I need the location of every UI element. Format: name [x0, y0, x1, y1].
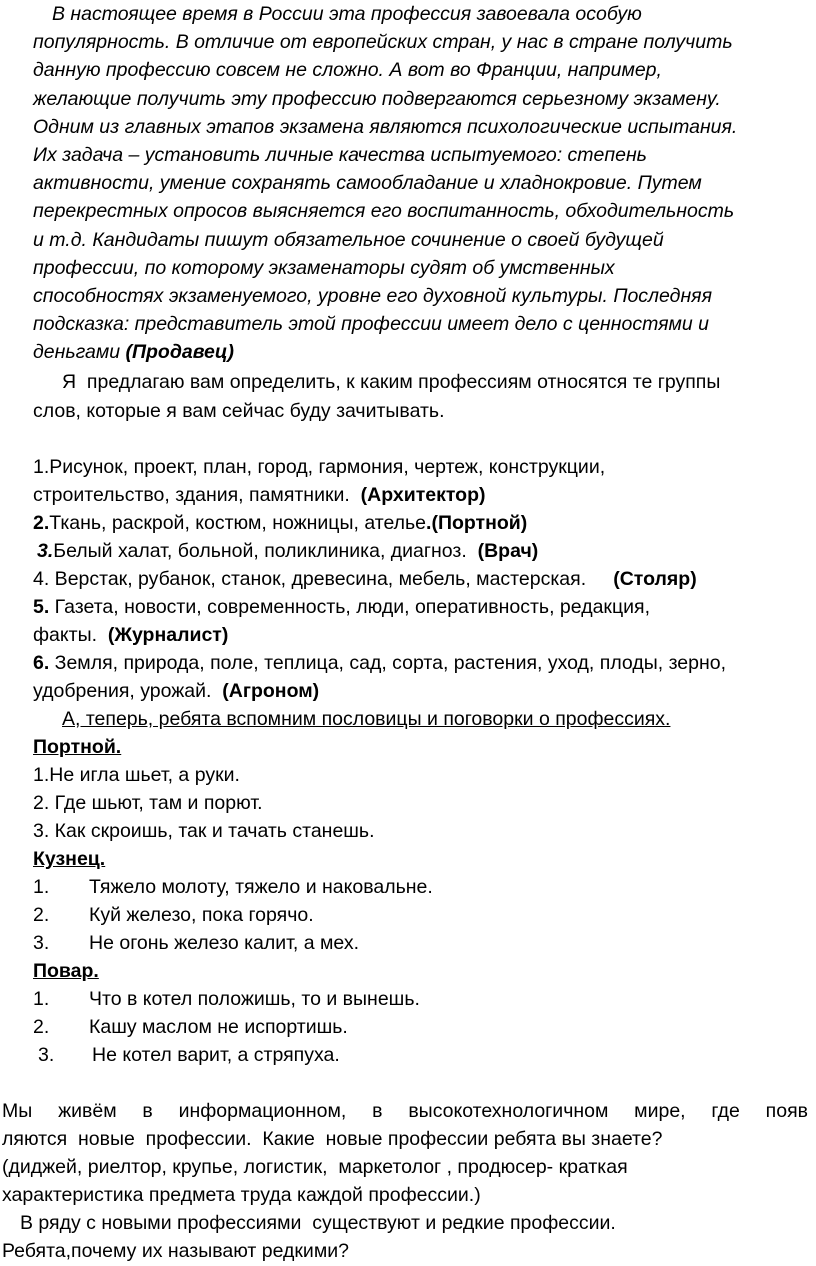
- prompt-line: Я предлагаю вам определить, к каким профессиям относятся те группы: [62, 371, 721, 393]
- intro-line: популярность. В отличие от европейских стран, у нас в стране получить: [33, 31, 733, 53]
- outro-line: (диджей, риелтор, крупье, логистик, маркетолог , продюсер- краткая: [2, 1156, 628, 1178]
- group-number: 6.: [33, 652, 50, 674]
- proverb-number: 3.: [33, 932, 50, 954]
- proverb-item: [33, 985, 420, 1013]
- group-5-line: [33, 593, 650, 621]
- group-words: Рисунок, проект, план, город, гармония, чертеж, конструкции,: [49, 456, 606, 478]
- group-words: Верстак, рубанок, станок, древесина, мебель, мастерская.: [49, 568, 614, 590]
- group-answer: .(Портной): [426, 512, 528, 534]
- group-number: 1.: [33, 456, 50, 478]
- group-words: Земля, природа, поле, теплица, сад, сорта, растения, уход, плоды, зерно,: [49, 652, 727, 674]
- intro-line: и т.д. Кандидаты пишут обязательное сочинение о своей будущей: [33, 229, 664, 251]
- group-4-line: [33, 565, 697, 593]
- proverb-text: Кашу маслом не испортишь.: [89, 1016, 348, 1038]
- group-answer: (Агроном): [222, 680, 320, 702]
- outro-line: характеристика предмета труда каждой профессии.): [2, 1184, 481, 1206]
- proverb-text: Не огонь железо калит, а мех.: [89, 932, 360, 954]
- group-answer: (Журналист): [107, 624, 229, 646]
- proverb-number: 1.: [33, 876, 50, 898]
- proverb-heading: Портной.: [33, 736, 122, 758]
- group-number: 4.: [33, 568, 50, 590]
- outro-line: ляются новые профессии. Какие новые профессии ребята вы знаете?: [2, 1128, 663, 1150]
- proverb-text: Тяжело молоту, тяжело и наковальне.: [89, 876, 433, 898]
- group-2-line: [33, 509, 527, 537]
- group-number: 5.: [33, 596, 50, 618]
- intro-line: перекрестных опросов выясняется его воспитанность, обходительность: [33, 200, 735, 222]
- group-6-line: [33, 649, 726, 677]
- prompt-line: слов, которые я вам сейчас буду зачитывать.: [33, 400, 445, 422]
- proverb-heading: Повар.: [33, 960, 99, 982]
- intro-line: Их задача – установить личные качества испытуемого: степень: [33, 144, 647, 166]
- group-number: 3.: [37, 540, 54, 562]
- proverb-item: [33, 1013, 348, 1041]
- outro-line: Мы живём в информационном, в высокотехнологичном мире, где появ: [2, 1100, 808, 1122]
- proverb-number: 2.: [33, 1016, 50, 1038]
- proverb-text: Не котел варит, а стряпуха.: [92, 1044, 340, 1066]
- proverb-item: 1.Не игла шьет, а руки.: [33, 764, 240, 786]
- proverb-number: 3.: [38, 1044, 55, 1066]
- proverb-item: 2. Где шьют, там и порют.: [33, 792, 263, 814]
- proverb-item: [38, 1041, 340, 1069]
- intro-line-last: [33, 338, 234, 366]
- group-words: Ткань, раскрой, костюм, ножницы, ателье: [49, 512, 427, 534]
- proverb-text: Что в котел положишь, то и вынешь.: [89, 988, 420, 1010]
- proverbs-intro: А, теперь, ребята вспомним пословицы и поговорки о профессиях.: [62, 708, 671, 730]
- group-answer: (Столяр): [613, 568, 697, 590]
- intro-line: желающие получить эту профессию подвергаются серьезному экзамену.: [33, 88, 721, 110]
- group-1-line: [33, 453, 605, 481]
- group-words: строительство, здания, памятники.: [33, 484, 361, 506]
- group-answer: (Архитектор): [360, 484, 486, 506]
- proverb-item: 3. Как скроишь, так и тачать станешь.: [33, 820, 375, 842]
- intro-line: подсказка: представитель этой профессии имеет дело с ценностями и: [33, 313, 710, 335]
- intro-answer: (Продавец): [125, 341, 234, 363]
- proverb-item: [33, 901, 314, 929]
- group-1-line: [33, 481, 485, 509]
- group-words: удобрения, урожай.: [33, 680, 223, 702]
- group-words: Газета, новости, современность, люди, оперативность, редакция,: [49, 596, 650, 618]
- intro-line: профессии, по которому экзаменаторы судят об умственных: [33, 257, 615, 279]
- intro-line: активности, умение сохранять самообладание и хладнокровие. Путем: [33, 172, 702, 194]
- intro-line: Одним из главных этапов экзамена являются психологические испытания.: [33, 116, 738, 138]
- group-3-line: [37, 537, 538, 565]
- group-words: факты.: [33, 624, 108, 646]
- proverb-text: Куй железо, пока горячо.: [89, 904, 314, 926]
- proverb-number: 1.: [33, 988, 50, 1010]
- outro-line: В ряду с новыми профессиями существуют и редкие профессии.: [20, 1212, 616, 1234]
- intro-line: данную профессию совсем не сложно. А вот во Франции, например,: [33, 59, 662, 81]
- proverb-item: [33, 929, 359, 957]
- intro-text: деньгами: [33, 341, 126, 363]
- proverb-item: [33, 873, 433, 901]
- proverb-heading: Кузнец.: [33, 848, 106, 870]
- group-words: Белый халат, больной, поликлиника, диагноз.: [53, 540, 478, 562]
- intro-line: В настоящее время в России эта профессия завоевала особую: [52, 3, 642, 25]
- group-5-line: [33, 621, 228, 649]
- group-answer: (Врач): [477, 540, 539, 562]
- group-number: 2.: [33, 512, 50, 534]
- outro-line: Ребята,почему их называют редкими?: [2, 1240, 349, 1262]
- intro-line: способностях экзаменуемого, уровне его духовной культуры. Последняя: [33, 285, 713, 307]
- group-6-line: [33, 677, 319, 705]
- proverb-number: 2.: [33, 904, 50, 926]
